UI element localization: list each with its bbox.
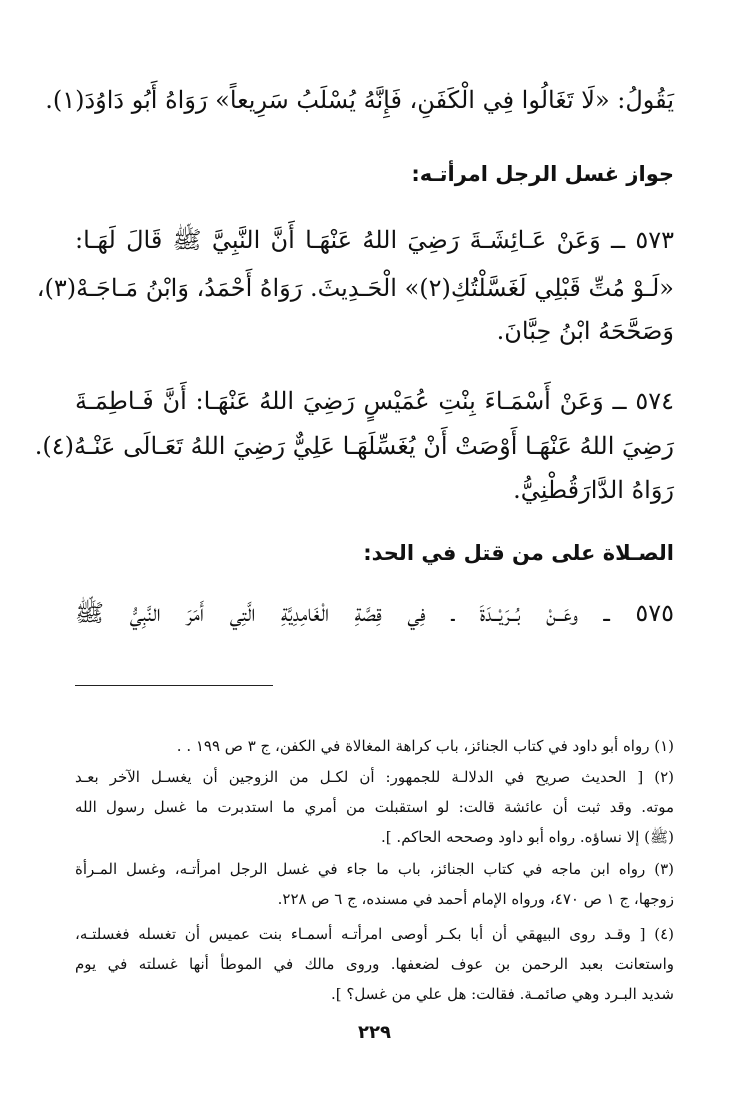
hadith-573-line-3: وَصَحَّحَهُ ابْنُ حِبَّانَ. [496,317,674,345]
footnote-2-line-2: موته. وقد ثبت أن عائشة قالت: لو استقبلت من أمري ما استدبرت ما غسل رسول الله [75,798,674,816]
footnote-4-line-3: شديد البـرد وهي صائمـة. فقالت: هل علي من غسل؟ ]. [330,985,674,1003]
page-number: ٢٢٩ [358,1022,391,1043]
hadith-574-line-3: رَوَاهُ الدَّارَقُطْنِيُّ. [513,476,674,504]
footnote-4-line-1: (٤) [ وقـد روى البيهقي أن أبا بكـر أوصى امرأتـه أسمـاء بنت عميس أن تغسله فغسلتـه، [75,925,674,943]
section-heading-prayer-executed: الصـلاة على من قتل في الحد: [363,541,674,565]
footnote-separator [75,685,273,686]
footnote-2-line-3: (ﷺ) إلا نساؤه. رواه أبو داود وصححه الحاكم. ]. [381,828,674,846]
footnote-3-line-1: (٣) رواه ابن ماجه في كتاب الجنائز، باب ما جاء في غسل الرجل امرأتـه، وغسل المـرأة [75,860,674,878]
hadith-573-line-2: «لَـوْ مُتِّ قَبْلِي لَغَسَّلْتُكِ(٢)» الْحَـدِيثَ. رَوَاهُ أَحْمَدُ، وَابْنُ مَـاجَـهْ(٣)، [36,274,674,302]
footnote-4-line-2: واستعانت بعبد الرحمن بن عوف لضعفها. وروى مالك في الموطأ أنها غسلته في يوم [75,955,674,973]
section-heading-washing-wife: جواز غسل الرجل امرأتـه: [411,162,674,186]
hadith-intro-line: يَقُولُ: «لَا تَغَالُوا فِي الْكَفَنِ، فَإِنَّهُ يُسْلَبُ سَرِيعاً» رَوَاهُ أَبُو دَاوُدَ(١). [45,86,674,114]
footnote-1: (١) رواه أبو داود في كتاب الجنائز، باب كراهة المغالاة في الكفن، ج ٣ ص ١٩٩ . . [176,737,674,755]
hadith-573-line-1: ٥٧٣ ــ وَعَنْ عَـائِشَـةَ رَضِيَ اللهُ عَنْهَـا أَنَّ النَّبِيَّ ﷺ قَالَ لَهَـا: [75,226,674,254]
hadith-574-line-2: رَضِيَ اللهُ عَنْهَـا أَوْصَتْ أَنْ يُغَسِّلَهَـا عَلِيٌّ رَضِيَ اللهُ تَعَـالَى عَنْـهُ(٤). [34,432,674,460]
hadith-575-line-1: ٥٧٥ ــ وعَــنْ بُــرَيْــدَةَ ـ فِي قِصَّةِ الْغَامِدِيَّةِ الَّتِي أَمَرَ النَّبِيُّ ﷺ [75,599,674,627]
hadith-574-line-1: ٥٧٤ ــ وَعَنْ أَسْمَـاءَ بِنْتِ عُمَيْسٍ رَضِيَ اللهُ عَنْهَـا: أَنَّ فَـاطِمَـةَ [75,387,674,415]
footnote-2-line-1: (٢) [ الحديث صريح في الدلالـة للجمهور: أن لكـل من الزوجين أن يغسـل الآخر بعـد [75,768,674,786]
footnote-3-line-2: زوجها، ج ١ ص ٤٧٠، ورواه الإمام أحمد في مسنده، ج ٦ ص ٢٢٨. [277,890,674,908]
